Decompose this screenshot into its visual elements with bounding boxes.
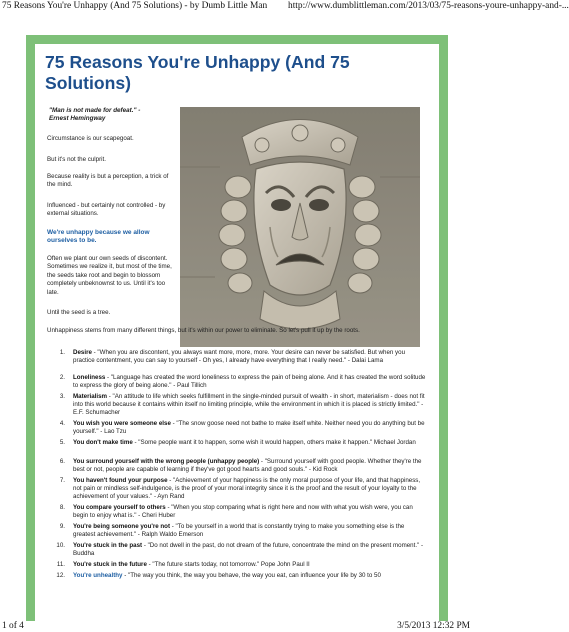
item-number: 11. xyxy=(56,561,65,568)
print-footer xyxy=(2,621,472,632)
item-number: 12. xyxy=(56,572,65,579)
item-text: - "When you stop comparing what is right here and now with what you wish were, you can begin to enjoy what is." - Cheri Huber xyxy=(73,504,413,520)
item-number: 3. xyxy=(59,393,65,400)
item-term: Materialism xyxy=(73,393,108,400)
seeds-paragraph: Often we plant our own seeds of discontent. Sometimes we realize it, but most of the time, the seeds take root and begin to blossom completely unbeknownst to us. Until it's too late. xyxy=(47,255,172,296)
item-text: - "The snow goose need not bathe to make itself white. Neither need you do anything but be yourself." - Lao Tzu xyxy=(73,420,425,436)
item-term: You surround yourself with the wrong people (unhappy people) xyxy=(73,458,260,465)
item-text: - "An attitude to life which seeks fulfillment in the single-minded pursuit of wealth - in short, materialism - does not fit into this world because it contains within itself no limiting principle, while the environment in which it is placed is strictly limited." - E.F. Schumacher xyxy=(73,393,425,417)
intro-paragraph-3: Because reality is but a perception, a trick of the mind. xyxy=(47,173,169,189)
article-card xyxy=(35,44,439,621)
item-term: Loneliness xyxy=(73,374,106,381)
item-number: 1. xyxy=(59,349,65,356)
print-header xyxy=(2,0,569,12)
item-term: You don't make time xyxy=(73,439,133,446)
item-number: 2. xyxy=(59,374,65,381)
quote-text: "Man is not made for defeat." - xyxy=(49,107,141,114)
highlight-text: We're unhappy because we allow ourselves to be. xyxy=(47,229,150,245)
seed-tree-line: Until the seed is a tree. xyxy=(47,309,111,316)
item-text: - "When you are discontent, you always want more, more, more. Your desire can never be satisfied. But when you practice contentment, you can say to yourself - Oh yes, I already have everything that I really need." - Dalai Lama xyxy=(73,349,406,365)
item-body xyxy=(73,349,427,365)
item-term: You're being someone you're not xyxy=(73,523,171,530)
item-term: Desire xyxy=(73,349,92,356)
quote-author: Ernest Hemingway xyxy=(49,115,106,122)
intro-paragraph-4: Influenced - but certainly not controlled - by external situations. xyxy=(47,202,166,218)
item-number: 9. xyxy=(59,523,65,530)
item-text: - "Some people want it to happen, some wish it would happen, others make it happen." Michael Jordan xyxy=(132,439,416,446)
item-body xyxy=(73,393,427,418)
print-header-url: http://www.dumblittleman.com/2013/03/75-reasons-youre-unhappy-and-... xyxy=(288,1,569,11)
item-body xyxy=(73,561,427,569)
print-datetime: 3/5/2013 12:32 PM xyxy=(397,621,470,631)
roots-paragraph: Unhappiness stems from many different things, but it's within our power to eliminate. So let's pull it up by the roots. xyxy=(47,327,360,334)
item-term: You're stuck in the past xyxy=(73,542,143,549)
item-term: You haven't found your purpose xyxy=(73,477,168,484)
intro-paragraph-1: Circumstance is our scapegoat. xyxy=(47,135,134,142)
item-body xyxy=(73,439,427,447)
item-body xyxy=(73,458,427,474)
item-number: 6. xyxy=(59,458,65,465)
item-body xyxy=(73,420,427,436)
item-text: - "Do not dwell in the past, do not dream of the future, concentrate the mind on the present moment." - Buddha xyxy=(73,542,424,558)
item-number: 4. xyxy=(59,420,65,427)
item-body xyxy=(73,374,427,390)
item-term: You're stuck in the future xyxy=(73,561,147,568)
item-text: - "Language has created the word loneliness to express the pain of being alone. And it has created the word solitude to express the glory of being alone." - Paul Tillich xyxy=(73,374,426,390)
item-text: - "To be yourself in a world that is constantly trying to make you something else is the greatest achievement." - Ralph Waldo Emerson xyxy=(73,523,405,539)
item-term: You wish you were someone else xyxy=(73,420,171,427)
item-body xyxy=(73,542,427,558)
item-body xyxy=(73,572,427,580)
page-number: 1 of 4 xyxy=(2,621,24,631)
item-text: - "The future starts today, not tomorrow." Pope John Paul II xyxy=(146,561,310,568)
item-body xyxy=(73,523,427,539)
item-term: You compare yourself to others xyxy=(73,504,166,511)
print-header-title: 75 Reasons You're Unhappy (And 75 Solutions) - by Dumb Little Man xyxy=(2,1,268,11)
item-term-link[interactable]: You're unhealthy xyxy=(73,572,123,579)
item-number: 7. xyxy=(59,477,65,484)
item-number: 10. xyxy=(56,542,65,549)
item-body xyxy=(73,477,427,502)
item-body xyxy=(73,504,427,520)
article-title: 75 Reasons You're Unhappy (And 75 Solutions) xyxy=(45,52,350,93)
item-text: - "Surround yourself with good people. Whether they're the best or not, people are capable of learning if they've got good hearts and good souls." - Kid Rock xyxy=(73,458,422,474)
item-text: - "Achievement of your happiness is the only moral purpose of your life, and that happiness, not pain or mindless self-indulgence, is the proof of your moral integrity since it is the proof and the result of your loyalty to the achievement of your values." - Ayn Rand xyxy=(73,477,421,501)
item-number: 5. xyxy=(59,439,65,446)
item-number: 8. xyxy=(59,504,65,511)
item-text: - "The way you think, the way you behave, the way you eat, can influence your life by 30 to 50 xyxy=(122,572,381,579)
intro-paragraph-2: But it's not the culprit. xyxy=(47,156,106,163)
epigraph-quote xyxy=(49,107,171,123)
